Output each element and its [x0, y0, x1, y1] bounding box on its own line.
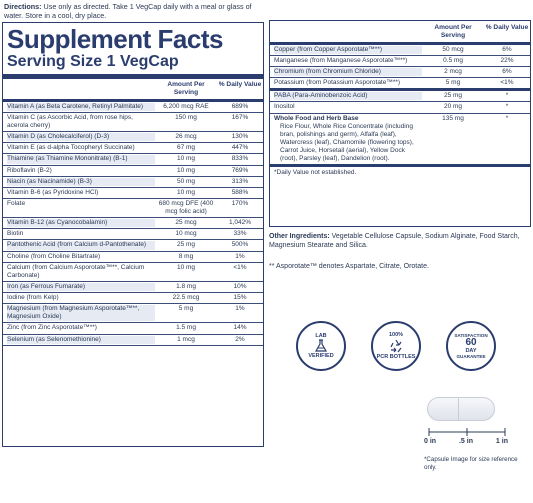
nutrient-name: Vitamin E (as d-alpha Tocopheryl Succinate) [7, 144, 135, 152]
nutrient-name: Vitamin B-12 (as Cyanocobalamin) [7, 219, 155, 227]
nutrient-name: Pantothenic Acid (from Calcium d-Pantothenate) [7, 241, 155, 249]
nutrient-amount: 25 mg [176, 241, 196, 249]
nutrient-name: Choline (from Choline Bitartrate) [7, 252, 101, 260]
pcr-bottles-badge: 100% PCR BOTTLES [371, 321, 421, 371]
table-row [270, 91, 530, 102]
nutrient-dv: 22% [500, 56, 514, 64]
nutrient-table [270, 45, 530, 114]
nutrient-amount: 5 mg [445, 79, 461, 87]
table-row [3, 304, 263, 323]
nutrient-amount: 1.5 mg [176, 324, 196, 332]
nutrient-amount: 10 mg [176, 166, 196, 174]
other-ingredients: Other Ingredients: Vegetable Cellulose Capsule, Sodium Alginate, Food Starch, Magnesium Stearate and Silica. [269, 233, 520, 250]
table-row [3, 293, 263, 304]
nutrient-name: Biotin [7, 230, 24, 238]
nutrient-dv: 447% [231, 144, 249, 152]
nutrient-amount: 150 mg [175, 113, 197, 121]
nutrient-name: Vitamin B-6 (as Pyridoxine HCl) [7, 188, 99, 196]
nutrient-name: Potassium (from Potassium Asporotate™**) [274, 79, 401, 87]
table-header: Amount Per Serving % Daily Value [434, 24, 529, 39]
ruler-labels: 0 in .5 in 1 in [424, 438, 508, 445]
nutrient-amount: 6,200 mcg RAE [163, 102, 209, 110]
whole-food-row: Whole Food and Herb Base Rice Flour, Whole Rice Concentrate (including bran, polishings and germ), Alfalfa (leaf), Watercress (leaf), Chamomile (flowering tops), Carrot Juice, Horsetail (aerial), Yellow Dock (root), Parsley (leaf), Dandelion (root). 135 mg * [270, 114, 530, 168]
nutrient-amount: 0.5 mg [443, 56, 463, 64]
serving-size: Serving Size 1 VegCap [7, 53, 179, 70]
nutrient-amount: 25 mg [443, 92, 463, 100]
nutrient-amount: 10 mg [176, 188, 196, 196]
nutrient-dv: 6% [502, 68, 512, 76]
nutrient-name: Folate [7, 199, 26, 207]
table-row [3, 240, 263, 251]
nutrient-dv: 33% [233, 230, 247, 238]
nutrient-name: Vitamin A (as Beta Carotene, Retinyl Palmitate) [7, 103, 155, 111]
nutrient-dv: 1% [235, 305, 245, 313]
table-row [3, 252, 263, 263]
nutrient-name: Iron (as Ferrous Fumarate) [7, 283, 155, 291]
nutrient-name: Calcium (from Calcium Asporotate™**, Calcium Carbonate) [7, 263, 145, 279]
whole-food-ingredients: Rice Flour, Whole Rice Concentrate (including bran, polishings and germ), Alfalfa (leaf), Watercress (leaf), Chamomile (flowering tops), Carrot Juice, Horsetail (aerial), Yellow Dock (root), Parsley (leaf), Dandelion (root). [280, 122, 414, 163]
table-row [3, 143, 263, 154]
nutrient-amount: 50 mg [176, 177, 196, 185]
table-row [3, 323, 263, 334]
nutrient-dv: 6% [502, 45, 512, 53]
table-header: Amount Per Serving % Daily Value [167, 81, 262, 96]
nutrient-dv: 833% [231, 155, 249, 163]
nutrient-name: Inositol [274, 103, 295, 111]
nutrient-dv: <1% [500, 79, 514, 87]
nutrient-name: Iodine (from Kelp) [7, 294, 59, 302]
nutrient-dv: 15% [233, 294, 247, 302]
recycle-icon [388, 338, 404, 354]
table-row [3, 335, 263, 346]
lab-verified-badge: LAB VERIFIED [296, 321, 346, 371]
nutrient-amount: 50 mcg [442, 45, 464, 53]
nutrient-dv: * [505, 103, 509, 111]
nutrient-dv: 588% [231, 188, 249, 196]
table-row [270, 78, 530, 91]
nutrient-amount: 10 mcg [175, 230, 197, 238]
nutrient-dv: 1,042% [228, 219, 252, 227]
nutrient-amount: 25 mcg [175, 219, 197, 227]
nutrient-amount: 2 mcg [444, 68, 462, 76]
table-row [3, 113, 263, 132]
flask-icon [314, 339, 328, 353]
supplement-facts-title: Supplement Facts [7, 24, 223, 54]
nutrient-name: Vitamin C (as Ascorbic Acid, from rose hips, acerola cherry) [7, 113, 133, 130]
asporotate-note: ** Asporotate™ denotes Aspartate, Citrate, Orotate. [269, 263, 429, 270]
table-row [3, 263, 263, 282]
daily-value-footnote: *Daily Value not established. [274, 169, 357, 177]
nutrient-dv: <1% [233, 263, 247, 271]
nutrient-name: Vitamin D (as Cholecalciferol) (D-3) [7, 133, 155, 141]
nutrient-amount: 20 mg [443, 103, 463, 111]
nutrient-amount: 680 mcg DFE (400 mcg folic acid) [158, 199, 214, 216]
nutrient-name: Thiamine (as Thiamine Mononitrate) (B-1) [7, 155, 155, 163]
nutrient-dv: 500% [231, 241, 249, 249]
nutrient-dv: 167% [231, 113, 249, 121]
nutrient-amount: 67 mg [176, 144, 196, 152]
table-row [3, 282, 263, 293]
nutrient-name: Zinc (from Zinc Asporotate™**) [7, 324, 97, 332]
capsule-image [427, 397, 495, 421]
nutrient-amount: 10 mg [176, 263, 196, 271]
nutrient-name: Magnesium (from Magnesium Asporotate™**, Magnesium Oxide) [7, 305, 155, 321]
nutrient-amount: 1.8 mg [176, 282, 196, 290]
nutrient-dv: 2% [235, 335, 245, 343]
nutrient-dv: 10% [233, 282, 247, 290]
table-row [3, 166, 263, 177]
nutrient-name: Niacin (as Niacinamide) (B-3) [7, 178, 155, 186]
nutrient-dv: 170% [231, 199, 249, 207]
directions-text: Directions: Use only as directed. Take 1 VegCap daily with a meal or glass of water. Store in a cool, dry place. [4, 2, 252, 21]
satisfaction-guarantee-badge: SATISFACTION 60 DAY GUARANTEE [446, 321, 496, 371]
table-row [3, 229, 263, 240]
nutrient-amount: 1 mcg [177, 335, 195, 343]
supplement-facts-panel [2, 22, 264, 447]
nutrient-dv: 130% [231, 133, 249, 141]
table-row [270, 102, 530, 113]
nutrient-dv: 313% [231, 177, 249, 185]
nutrient-amount: 5 mg [178, 305, 194, 313]
table-row [270, 45, 530, 56]
table-row [3, 177, 263, 188]
table-row [3, 218, 263, 229]
nutrient-name: Copper (from Copper Asporotate™**) [274, 46, 422, 54]
nutrient-name: Selenium (as Selenomethionine) [7, 336, 155, 344]
nutrient-table [3, 102, 263, 346]
nutrient-name: Manganese (from Manganese Asporotate™**) [274, 56, 408, 64]
nutrient-name: PABA (Para-Aminobenzoic Acid) [274, 92, 422, 100]
table-row [3, 188, 263, 199]
nutrient-amount: 22.5 mcg [172, 294, 200, 302]
nutrient-dv: * [505, 92, 509, 100]
nutrient-dv: 689% [231, 102, 249, 110]
table-row [3, 102, 263, 113]
table-row [3, 199, 263, 218]
size-ruler [427, 428, 507, 436]
capsule-note: *Capsule Image for size reference only. [424, 456, 518, 472]
nutrient-amount: 10 mg [176, 155, 196, 163]
nutrient-amount: 8 mg [178, 252, 194, 260]
table-row [3, 154, 263, 165]
table-row [270, 67, 530, 78]
nutrient-dv: 1% [235, 252, 245, 260]
supplement-facts-continued-panel [269, 20, 531, 227]
nutrient-name: Chromium (from Chromium Chloride) [274, 68, 422, 76]
nutrient-amount: 26 mcg [175, 133, 197, 141]
nutrient-dv: 769% [231, 166, 249, 174]
table-row [3, 132, 263, 143]
table-row [270, 56, 530, 67]
nutrient-dv: 14% [233, 324, 247, 332]
nutrient-name: Riboflavin (B-2) [7, 166, 52, 174]
